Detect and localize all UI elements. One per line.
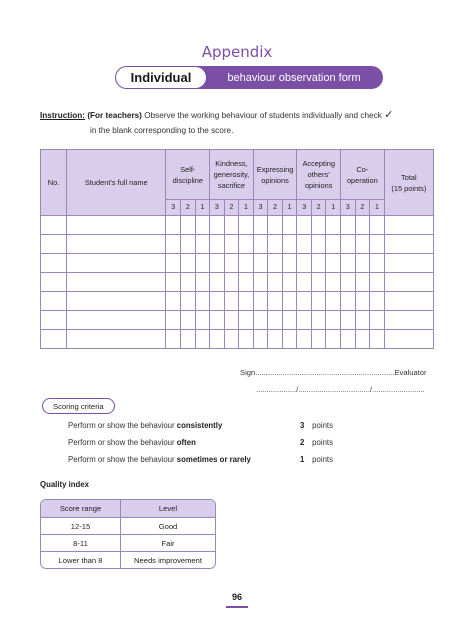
check-cell[interactable] (181, 216, 196, 235)
score-header: 3 (166, 200, 181, 216)
check-cell[interactable] (355, 311, 370, 330)
score-header: 2 (224, 200, 239, 216)
check-cell[interactable] (181, 273, 196, 292)
check-cell[interactable] (166, 254, 181, 273)
check-cell[interactable] (282, 330, 297, 349)
table-row (41, 292, 434, 311)
title-right: behaviour observation form (227, 71, 361, 84)
check-cell[interactable] (253, 273, 268, 292)
no-cell[interactable] (41, 311, 67, 330)
check-cell[interactable] (370, 235, 385, 254)
check-cell[interactable] (326, 235, 341, 254)
check-cell[interactable] (326, 273, 341, 292)
check-cell[interactable] (341, 292, 356, 311)
check-cell[interactable] (253, 311, 268, 330)
check-cell[interactable] (210, 273, 225, 292)
check-cell[interactable] (355, 254, 370, 273)
total-sub: (15 points) (391, 183, 427, 193)
total-cell[interactable] (384, 254, 433, 273)
check-cell[interactable] (239, 254, 254, 273)
score-header: 3 (210, 200, 225, 216)
check-cell[interactable] (297, 311, 312, 330)
check-cell[interactable] (282, 254, 297, 273)
check-cell[interactable] (181, 330, 196, 349)
check-cell[interactable] (166, 235, 181, 254)
date-line: .................../................................../......................... (256, 385, 425, 394)
table-row (41, 517, 215, 534)
check-cell[interactable] (181, 254, 196, 273)
sign-dots: .................................................................. (255, 368, 395, 377)
check-cell[interactable] (370, 254, 385, 273)
check-cell[interactable] (224, 311, 239, 330)
check-icon: ✓ (384, 109, 394, 121)
points-value: 1 (300, 455, 305, 464)
check-cell[interactable] (297, 330, 312, 349)
check-cell[interactable] (210, 235, 225, 254)
total-cell[interactable] (384, 235, 433, 254)
score-header: 1 (370, 200, 385, 216)
col-no: No. (41, 150, 67, 216)
quality-index-table (40, 499, 216, 569)
criteria-bold: often (176, 438, 196, 447)
criteria-text: Perform or show the behaviour (68, 455, 177, 464)
instruction-block (40, 108, 434, 138)
col-behaviour-3: Expressing opinions (253, 150, 297, 200)
name-cell[interactable] (67, 311, 166, 330)
check-cell[interactable] (210, 311, 225, 330)
col-total (384, 150, 433, 216)
check-cell[interactable] (224, 235, 239, 254)
quality-index-title: Quality index (40, 480, 89, 489)
table-row (41, 273, 434, 292)
check-cell[interactable] (341, 273, 356, 292)
check-cell[interactable] (326, 292, 341, 311)
table-row (41, 235, 434, 254)
check-cell[interactable] (297, 235, 312, 254)
no-cell[interactable] (41, 292, 67, 311)
points-value: 3 (300, 421, 305, 430)
total-cell[interactable] (384, 292, 433, 311)
criteria-item (68, 455, 251, 464)
check-cell[interactable] (282, 273, 297, 292)
qi-level: Good (121, 517, 215, 534)
check-cell[interactable] (370, 216, 385, 235)
criteria-points (300, 438, 333, 447)
no-cell[interactable] (41, 235, 67, 254)
check-cell[interactable] (195, 235, 210, 254)
score-header: 1 (282, 200, 297, 216)
check-cell[interactable] (224, 273, 239, 292)
page-number: 96 (231, 592, 242, 602)
sign-prefix: Sign (240, 368, 256, 377)
score-header: 1 (195, 200, 210, 216)
check-cell[interactable] (268, 273, 283, 292)
check-cell[interactable] (326, 254, 341, 273)
instruction-text-1: Observe the working behaviour of students individually and check (144, 111, 382, 120)
check-cell[interactable] (253, 330, 268, 349)
check-cell[interactable] (282, 235, 297, 254)
score-header: 3 (253, 200, 268, 216)
observation-table (40, 149, 434, 349)
score-header: 3 (297, 200, 312, 216)
table-row (41, 311, 434, 330)
qi-range: 8-11 (41, 534, 121, 551)
points-unit: points (312, 438, 333, 447)
appendix-heading: Appendix (201, 43, 273, 61)
check-cell[interactable] (195, 216, 210, 235)
check-cell[interactable] (355, 216, 370, 235)
check-cell[interactable] (311, 292, 326, 311)
instruction-who: (For teachers) (87, 111, 142, 120)
check-cell[interactable] (268, 216, 283, 235)
no-cell[interactable] (41, 254, 67, 273)
criteria-points (300, 421, 333, 430)
check-cell[interactable] (268, 330, 283, 349)
check-cell[interactable] (210, 292, 225, 311)
total-cell[interactable] (384, 311, 433, 330)
check-cell[interactable] (311, 311, 326, 330)
name-cell[interactable] (67, 254, 166, 273)
check-cell[interactable] (239, 273, 254, 292)
name-cell[interactable] (67, 273, 166, 292)
check-cell[interactable] (268, 292, 283, 311)
check-cell[interactable] (326, 311, 341, 330)
check-cell[interactable] (297, 273, 312, 292)
check-cell[interactable] (311, 330, 326, 349)
table-row (41, 534, 215, 551)
points-unit: points (312, 421, 333, 430)
score-header: 2 (268, 200, 283, 216)
check-cell[interactable] (355, 292, 370, 311)
check-cell[interactable] (268, 235, 283, 254)
check-cell[interactable] (210, 216, 225, 235)
qi-range: Lower than 8 (41, 551, 121, 568)
check-cell[interactable] (253, 216, 268, 235)
title-left: Individual (116, 67, 206, 88)
check-cell[interactable] (341, 311, 356, 330)
col-behaviour-1: Self-discipline (166, 150, 210, 200)
check-cell[interactable] (181, 292, 196, 311)
total-cell[interactable] (384, 216, 433, 235)
name-cell[interactable] (67, 330, 166, 349)
criteria-bold: sometimes or rarely (176, 455, 251, 464)
check-cell[interactable] (239, 311, 254, 330)
check-cell[interactable] (311, 254, 326, 273)
table-row (41, 216, 434, 235)
check-cell[interactable] (341, 254, 356, 273)
check-cell[interactable] (326, 330, 341, 349)
col-behaviour-4: Accepting others’ opinions (297, 150, 341, 200)
score-header: 2 (181, 200, 196, 216)
check-cell[interactable] (268, 311, 283, 330)
table-row (41, 551, 215, 568)
criteria-text: Perform or show the behaviour (68, 421, 177, 430)
check-cell[interactable] (311, 216, 326, 235)
check-cell[interactable] (370, 273, 385, 292)
scoring-criteria-pill: Scoring criteria (42, 398, 115, 414)
page-number-underline (226, 606, 248, 608)
check-cell[interactable] (195, 311, 210, 330)
total-cell[interactable] (384, 273, 433, 292)
qi-header-range: Score range (41, 500, 121, 517)
total-cell[interactable] (384, 330, 433, 349)
total-label: Total (401, 172, 417, 182)
qi-level: Fair (121, 534, 215, 551)
check-cell[interactable] (326, 216, 341, 235)
check-cell[interactable] (282, 216, 297, 235)
score-header: 1 (326, 200, 341, 216)
points-unit: points (312, 455, 333, 464)
check-cell[interactable] (239, 216, 254, 235)
check-cell[interactable] (370, 292, 385, 311)
check-cell[interactable] (311, 273, 326, 292)
qi-level: Needs improvement (121, 551, 215, 568)
check-cell[interactable] (355, 330, 370, 349)
check-cell[interactable] (224, 292, 239, 311)
criteria-points (300, 455, 333, 464)
form-title-pill (115, 66, 383, 89)
check-cell[interactable] (224, 254, 239, 273)
name-cell[interactable] (67, 216, 166, 235)
check-cell[interactable] (370, 311, 385, 330)
table-row (41, 330, 434, 349)
table-row (41, 254, 434, 273)
check-cell[interactable] (166, 292, 181, 311)
check-cell[interactable] (195, 330, 210, 349)
check-cell[interactable] (166, 273, 181, 292)
check-cell[interactable] (210, 254, 225, 273)
points-value: 2 (300, 438, 305, 447)
no-cell[interactable] (41, 216, 67, 235)
check-cell[interactable] (297, 254, 312, 273)
check-cell[interactable] (195, 273, 210, 292)
check-cell[interactable] (341, 330, 356, 349)
instruction-text-2: in the blank corresponding to the score. (90, 126, 234, 135)
no-cell[interactable] (41, 330, 67, 349)
instruction-label: Instruction: (40, 111, 86, 120)
check-cell[interactable] (239, 292, 254, 311)
check-cell[interactable] (166, 311, 181, 330)
check-cell[interactable] (297, 216, 312, 235)
col-behaviour-2: Kindness, generosity, sacrifice (210, 150, 254, 200)
score-header: 1 (239, 200, 254, 216)
check-cell[interactable] (166, 330, 181, 349)
check-cell[interactable] (253, 254, 268, 273)
check-cell[interactable] (311, 235, 326, 254)
no-cell[interactable] (41, 273, 67, 292)
check-cell[interactable] (268, 254, 283, 273)
check-cell[interactable] (210, 330, 225, 349)
qi-range: 12-15 (41, 517, 121, 534)
criteria-item (68, 438, 196, 447)
check-cell[interactable] (370, 330, 385, 349)
check-cell[interactable] (282, 292, 297, 311)
criteria-text: Perform or show the behaviour (68, 438, 177, 447)
check-cell[interactable] (166, 216, 181, 235)
sign-line (240, 368, 427, 377)
check-cell[interactable] (355, 235, 370, 254)
col-name: Student’s full name (67, 150, 166, 216)
score-header: 3 (341, 200, 356, 216)
check-cell[interactable] (282, 311, 297, 330)
sign-suffix: Evaluator (394, 368, 427, 377)
criteria-bold: consistently (176, 421, 223, 430)
check-cell[interactable] (341, 216, 356, 235)
check-cell[interactable] (239, 235, 254, 254)
check-cell[interactable] (355, 273, 370, 292)
qi-header-level: Level (121, 500, 215, 517)
check-cell[interactable] (181, 311, 196, 330)
check-cell[interactable] (253, 235, 268, 254)
check-cell[interactable] (239, 330, 254, 349)
check-cell[interactable] (195, 292, 210, 311)
check-cell[interactable] (253, 292, 268, 311)
name-cell[interactable] (67, 235, 166, 254)
check-cell[interactable] (195, 254, 210, 273)
check-cell[interactable] (341, 235, 356, 254)
check-cell[interactable] (181, 235, 196, 254)
check-cell[interactable] (224, 330, 239, 349)
col-behaviour-5: Co-operation (341, 150, 385, 200)
observation-body (41, 216, 434, 349)
check-cell[interactable] (224, 216, 239, 235)
name-cell[interactable] (67, 292, 166, 311)
check-cell[interactable] (297, 292, 312, 311)
score-header: 2 (311, 200, 326, 216)
criteria-item (68, 421, 222, 430)
score-header: 2 (355, 200, 370, 216)
